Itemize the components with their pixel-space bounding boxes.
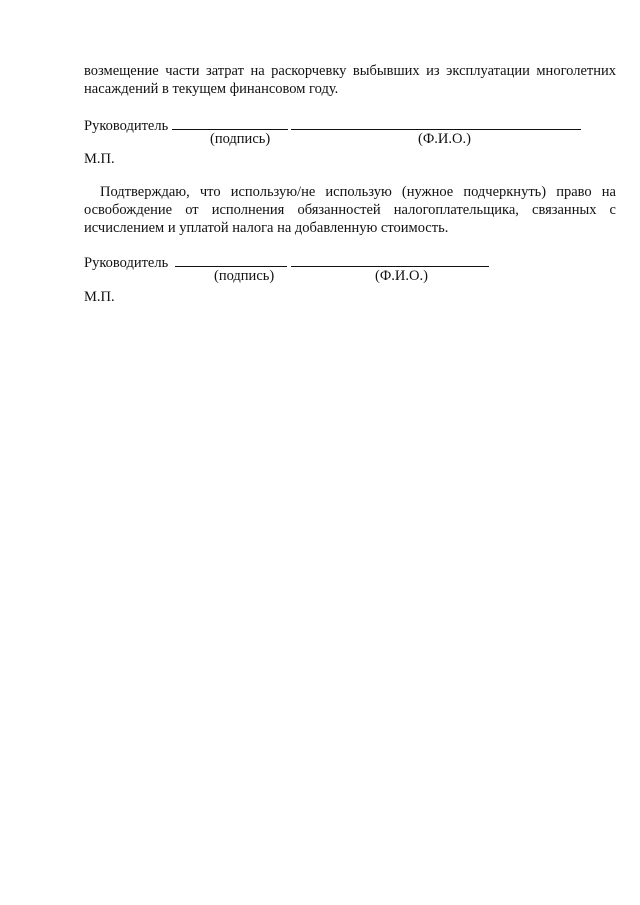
name-blank xyxy=(291,117,581,130)
signature-blank xyxy=(172,117,288,130)
signature-line-2 xyxy=(84,254,489,272)
name-caption: (Ф.И.О.) xyxy=(418,131,471,147)
role-label: Руководитель xyxy=(84,118,169,134)
signature-caption: (подпись) xyxy=(210,131,271,147)
paragraph-confirmation: Подтверждаю, что использую/не использую (нужное подчеркнуть) право на освобождение от исполнения обязанностей налогоплательщика, связанных с исчислением и уплатой налога на добавленную стоимость. xyxy=(84,184,616,236)
stamp-label: М.П. xyxy=(84,151,115,167)
stamp-label: М.П. xyxy=(84,289,115,305)
name-blank xyxy=(291,254,489,267)
signature-blank xyxy=(175,254,287,267)
role-label: Руководитель xyxy=(84,255,169,271)
name-caption: (Ф.И.О.) xyxy=(375,268,428,284)
signature-caption: (подпись) xyxy=(214,268,275,284)
signature-line-1 xyxy=(84,117,581,135)
paragraph-compensation: возмещение части затрат на раскорчевку выбывших из эксплуатации многолетних насаждений в текущем финансовом году. xyxy=(84,63,616,97)
